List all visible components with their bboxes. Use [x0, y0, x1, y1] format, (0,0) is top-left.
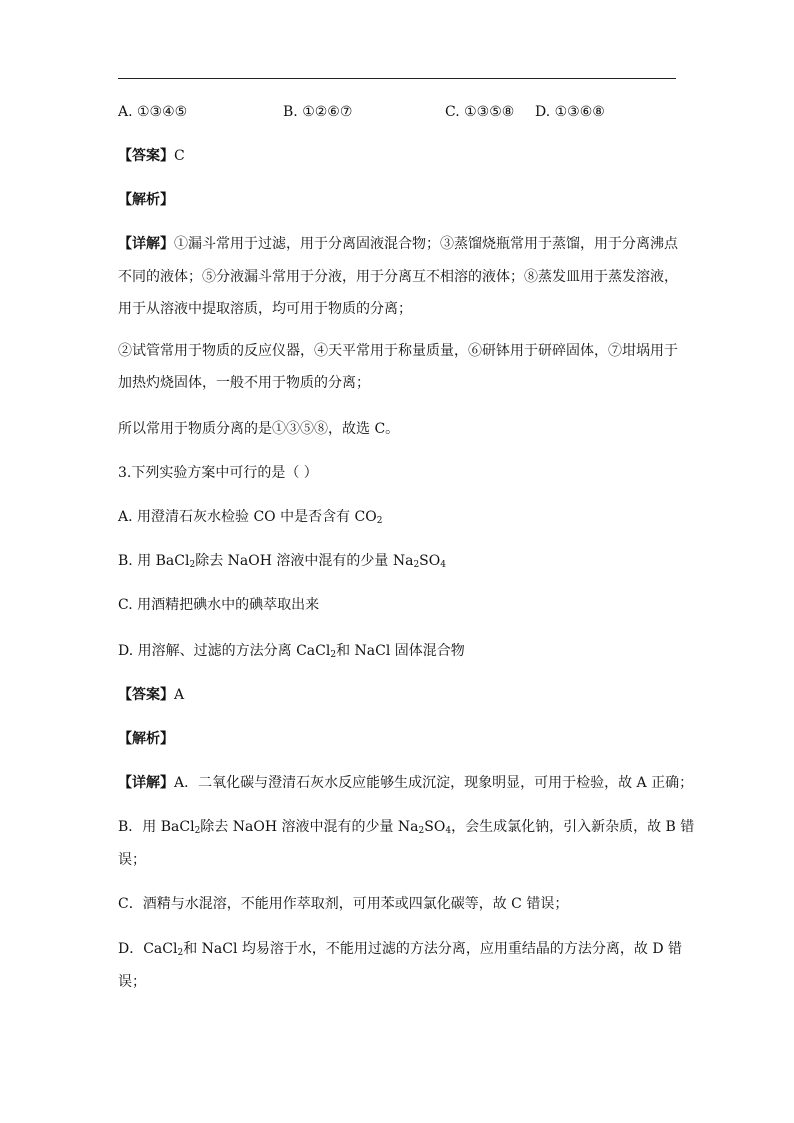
explain-text: B．用 BaCl: [118, 819, 195, 835]
q2-answer: [118, 146, 185, 166]
detail-tag: 【详解】: [118, 775, 174, 791]
q2-detail-line-3: 用于从溶液中提取溶质，均可用于物质的分离；: [118, 301, 412, 317]
q3-explain-b-cont: 误；: [118, 852, 146, 868]
subscript: 2: [177, 948, 184, 958]
answer-value: A: [174, 687, 185, 703]
subscript: 2: [194, 826, 201, 836]
explain-text: 和 NaCl 均易溶于水，不能用过滤的方法分离，应用重结晶的方法分离，故 D 错: [183, 941, 683, 957]
q3-stem: 3.下列实验方案中可行的是（ ）: [118, 465, 318, 481]
subscript: 2: [330, 650, 337, 660]
option-text: D. 用溶解、过滤的方法分离 CaCl: [118, 643, 331, 659]
option-c: C. ①③⑤⑧: [445, 104, 515, 120]
option-a: A. ①③④⑤: [118, 104, 188, 120]
q2-para2-line-1: ②试管常用于物质的反应仪器，④天平常用于称量质量，⑥研钵用于研碎固体，⑦坩埚用于: [118, 343, 678, 359]
explain-text: 除去 NaOH 溶液中混有的少量 Na: [200, 819, 419, 835]
q3-explain-a: [118, 773, 693, 793]
explain-text: A．二氧化碳与澄清石灰水反应能够生成沉淀，现象明显，可用于检验，故 A 正确；: [174, 775, 694, 791]
option-b: B. ①②⑥⑦: [283, 104, 353, 120]
header-rule: [118, 78, 676, 79]
q3-explain-c: C．酒精与水混溶，不能用作萃取剂，可用苯或四氯化碳等，故 C 错误；: [118, 896, 569, 912]
option-text: 和 NaCl 固体混合物: [336, 643, 465, 659]
subscript: 4: [445, 826, 452, 836]
detail-text: ①漏斗常用于过滤，用于分离固液混合物；③蒸馏烧瓶常用于蒸馏，用于分离沸点: [174, 236, 678, 252]
q3-explain-d-cont: 误；: [118, 974, 146, 990]
q3-explain-b: [118, 817, 694, 837]
q3-answer: [118, 685, 184, 705]
option-text: B. 用 BaCl: [118, 553, 190, 569]
option-text: A. 用澄清石灰水检验 CO 中是否含有 CO: [118, 509, 377, 525]
q2-detail-line-1: [118, 234, 678, 254]
subscript: 2: [413, 560, 420, 570]
explain-text: ，会生成氯化钠，引入新杂质，故 B 错: [451, 819, 695, 835]
q2-conclusion: 所以常用于物质分离的是①③⑤⑧，故选 C。: [118, 421, 400, 437]
q3-option-d: [118, 641, 465, 661]
subscript: 2: [376, 516, 383, 526]
q3-option-b: [118, 551, 446, 571]
answer-tag: 【答案】: [118, 148, 174, 164]
q2-analysis-tag: 【解析】: [118, 192, 174, 208]
subscript: 2: [418, 826, 425, 836]
q3-analysis-tag: 【解析】: [118, 731, 174, 747]
detail-tag: 【详解】: [118, 236, 174, 252]
answer-tag: 【答案】: [118, 687, 174, 703]
option-text: SO: [419, 553, 441, 569]
option-text: 除去 NaOH 溶液中混有的少量 Na: [195, 553, 414, 569]
q2-detail-line-2: 不同的液体；⑤分液漏斗常用于分液，用于分离互不相溶的液体；⑧蒸发皿用于蒸发溶液，: [118, 269, 678, 285]
subscript: 2: [189, 560, 196, 570]
q3-option-a: [118, 507, 382, 527]
q2-para2-line-2: 加热灼烧固体，一般不用于物质的分离；: [118, 375, 370, 391]
option-d: D. ①③⑥⑧: [535, 104, 605, 120]
answer-value: C: [174, 148, 185, 164]
q3-explain-d: [118, 939, 682, 959]
q3-option-c: C. 用酒精把碘水中的碘萃取出来: [118, 597, 320, 613]
explain-text: D．CaCl: [118, 941, 178, 957]
explain-text: SO: [424, 819, 446, 835]
subscript: 4: [440, 560, 446, 570]
